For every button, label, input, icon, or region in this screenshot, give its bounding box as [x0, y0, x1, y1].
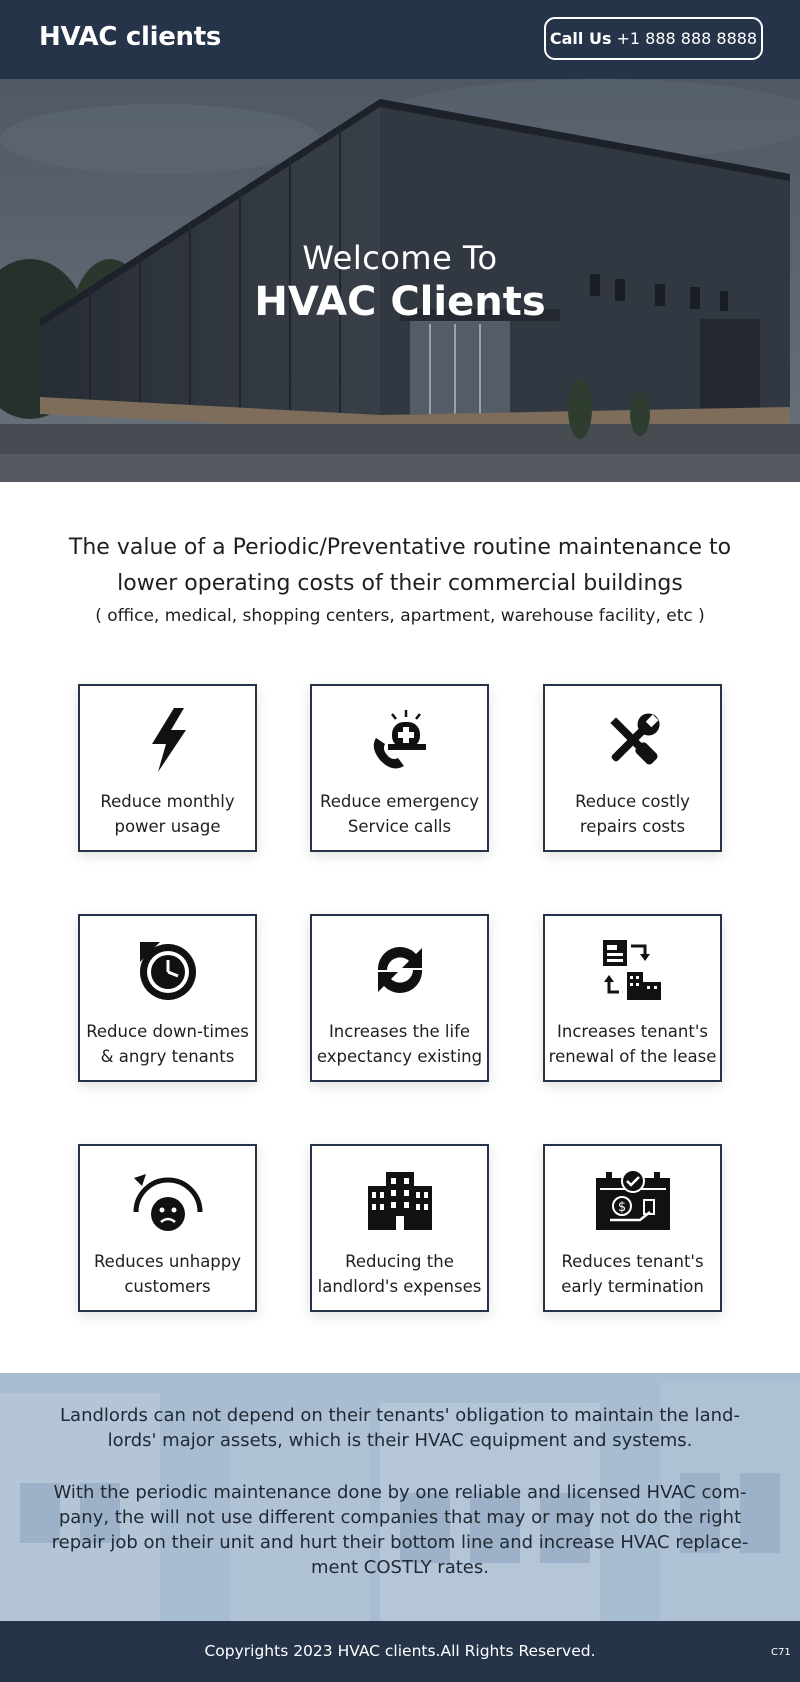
wrench-screwdriver-icon: [545, 708, 720, 772]
svg-text:$: $: [617, 1200, 626, 1215]
site-header: [0, 0, 800, 79]
benefit-card: [543, 1144, 722, 1312]
info-paragraph-2: With the periodic maintenance done by one reliable and licensed HVAC com-pany, the will not use different companies that may or may not do the right repair job on their unit and hurt their bottom line and increase HVAC replace-ment COSTLY rates.: [51, 1482, 749, 1578]
benefit-card: [78, 684, 257, 852]
lease-renewal-icon: [545, 938, 720, 1002]
benefit-label: Reduce monthly power usage: [100, 792, 235, 836]
benefit-card: [310, 914, 489, 1082]
call-us-number: +1 888 888 8888: [616, 29, 758, 48]
intro-subtitle: ( office, medical, shopping centers, apartment, warehouse facility, etc ): [95, 606, 705, 626]
downtime-clock-icon: [80, 938, 255, 1002]
benefit-card: [543, 914, 722, 1082]
brand-logo[interactable]: HVAC clients: [39, 22, 222, 52]
info-section: [0, 1373, 800, 1621]
refresh-arrows-icon: [312, 938, 487, 1002]
site-footer: [0, 1621, 800, 1682]
hero-line-title: HVAC Clients: [254, 279, 546, 325]
benefit-card: [310, 684, 489, 852]
footer-code: C71: [771, 1647, 791, 1658]
benefit-label: Reduces unhappy customers: [93, 1252, 242, 1296]
hero-line-welcome: Welcome To: [302, 239, 498, 277]
unhappy-face-icon: [80, 1168, 255, 1232]
info-paragraph-1: Landlords can not depend on their tenants' obligation to maintain the land-lords' major assets, which is their HVAC equipment and systems.: [60, 1405, 740, 1451]
building-icon: [312, 1168, 487, 1232]
benefit-label: Increases the life expectancy existing: [316, 1022, 483, 1066]
benefit-label: Increases tenant's renewal of the lease: [548, 1022, 717, 1066]
calendar-payment-icon: [545, 1168, 720, 1232]
copyright-text: Copyrights 2023 HVAC clients.All Rights Reserved.: [204, 1642, 596, 1660]
benefit-label: Reduce costly repairs costs: [575, 792, 690, 836]
emergency-phone-icon: [312, 708, 487, 772]
hero-banner: [0, 79, 800, 482]
benefit-card: [543, 684, 722, 852]
benefit-card: [78, 1144, 257, 1312]
hero-heading: [0, 239, 800, 325]
benefit-label: Reduce emergency Service calls: [319, 792, 480, 836]
call-us-button[interactable]: [544, 17, 763, 60]
benefit-card: [78, 914, 257, 1082]
call-us-label: Call Us: [549, 29, 612, 48]
benefit-label: Reduces tenant's early termination: [561, 1252, 704, 1296]
benefit-card: [310, 1144, 489, 1312]
benefit-label: Reducing the landlord's expenses: [317, 1252, 482, 1296]
lightning-bolt-icon: [80, 708, 255, 772]
intro-title: The value of a Periodic/Preventative routine maintenance to lower operating costs of their commercial buildings: [68, 535, 732, 596]
benefit-label: Reduce down-times & angry tenants: [86, 1022, 249, 1066]
